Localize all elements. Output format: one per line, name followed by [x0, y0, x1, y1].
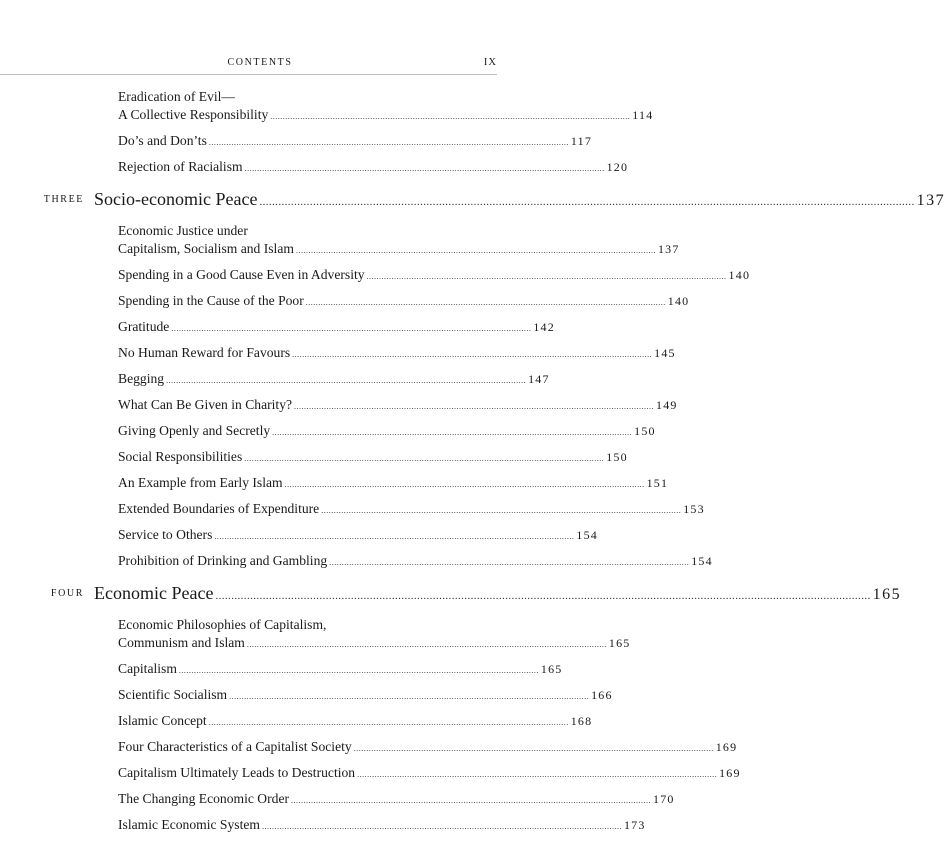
dot-leader: ................................................................................................................................................ [208, 138, 569, 147]
toc-entry-page: 145 [654, 346, 676, 360]
toc-entry-title: Communism and Islam [118, 635, 245, 650]
dot-leader: ................................................................................................................................................ [229, 692, 590, 701]
toc-entry-title: Begging [118, 371, 165, 386]
toc-entry-title: Capitalism [118, 661, 177, 676]
toc-entry [118, 318, 555, 338]
toc-chapter [0, 580, 902, 610]
toc-entry-page: 165 [540, 662, 563, 676]
chapter-number: FOUR [50, 588, 84, 599]
toc-entry-page: 114 [632, 108, 654, 122]
toc-entry [118, 292, 690, 312]
dot-leader: ................................................................................................................................................ [244, 164, 605, 173]
dot-leader: ................................................................................................................................................ [291, 796, 652, 805]
toc-entry-title: Islamic Economic System [118, 817, 260, 832]
toc-entry-page: 169 [715, 740, 738, 754]
toc-entry-title: Four Characteristics of a Capitalist Society [118, 739, 352, 754]
toc-entry-page: 154 [576, 528, 598, 542]
dot-leader: ................................................................................................................................................ [353, 744, 714, 753]
header-rule [0, 74, 497, 75]
toc-entry-page: 170 [653, 792, 675, 806]
toc-entry-page: 140 [667, 294, 690, 308]
chapter-page: 137 [916, 192, 945, 209]
dot-leader: ................................................................................................................................................ [214, 532, 575, 541]
toc-entry-title: What Can Be Given in Charity? [118, 397, 293, 412]
toc-entry [118, 552, 713, 572]
toc-entry-title: Scientific Socialism [118, 687, 228, 702]
dot-leader: ................................................................................................................................................ [244, 454, 605, 463]
toc-entry [118, 474, 669, 494]
toc-entry-page: 150 [634, 424, 656, 438]
toc-entry-pre: Eradication of Evil— [118, 89, 236, 104]
dot-leader: ................................................................................................................................................ [329, 558, 690, 567]
toc-entry [118, 738, 738, 758]
toc-entry-page: 165 [608, 636, 631, 650]
toc-entry [118, 396, 678, 416]
dot-leader: ................................................................................................................................................ [366, 272, 727, 281]
dot-leader: ................................................................................................................................................ [261, 822, 622, 831]
toc-entry-title: Capitalism Ultimately Leads to Destruction [118, 765, 356, 780]
running-head-title: CONTENTS [227, 57, 293, 68]
dot-leader: ................................................................................................................................................ [171, 324, 532, 333]
toc-entry-page: 150 [606, 450, 628, 464]
chapter-title: Socio-economic Peace [94, 189, 258, 209]
toc-entry-page: 140 [728, 268, 751, 282]
toc-entry-title: Gratitude [118, 319, 170, 334]
toc-entry-title: Giving Openly and Secretly [118, 423, 271, 438]
toc-entry [118, 370, 550, 390]
toc-entry-page: 142 [533, 320, 555, 334]
toc-entry-page: 168 [570, 714, 593, 728]
dot-leader: ................................................................................................................................................ [295, 246, 656, 255]
dot-leader: ................................................................................................................................................ [305, 298, 666, 307]
toc-entry [118, 790, 675, 810]
dot-leader: ................................................................................................................................................ [246, 640, 607, 649]
toc-entry-page: 169 [719, 766, 741, 780]
toc-entry-title: Spending in the Cause of the Poor [118, 293, 304, 308]
toc-entry [118, 686, 613, 706]
dot-leader: ................................................................................................................................................ [270, 112, 631, 121]
toc-entry-page: 154 [691, 554, 713, 568]
toc-entry-title: An Example from Early Islam [118, 475, 283, 490]
toc-entry-page: 147 [528, 372, 550, 386]
toc-entry [118, 816, 646, 836]
toc-entry-page: 173 [623, 818, 646, 832]
chapter-number: THREE [43, 194, 84, 205]
toc-entry-page: 153 [683, 502, 705, 516]
toc-entry [118, 88, 654, 126]
toc-entry [118, 660, 563, 680]
toc-entry-title: Do’s and Don’ts [118, 133, 207, 148]
dot-leader: ................................................................................................................................................................................................................ [215, 590, 871, 602]
toc-entry-page: 120 [606, 160, 629, 174]
dot-leader: ................................................................................................................................................ [292, 350, 653, 359]
dot-leader: ................................................................................................................................................ [178, 666, 539, 675]
toc-entry-title: Rejection of Racialism [118, 159, 243, 174]
dot-leader: ................................................................................................................................................ [284, 480, 645, 489]
toc-entry [118, 344, 676, 364]
toc-entry [118, 266, 751, 286]
toc-entry-title: A Collective Responsibility [118, 107, 269, 122]
toc-entry-page: 117 [570, 134, 593, 148]
toc-entry-page: 137 [657, 242, 680, 256]
toc-entry-page: 166 [591, 688, 613, 702]
toc-entry-page: 151 [646, 476, 669, 490]
toc-entry [118, 158, 629, 178]
toc-entry-title: Islamic Concept [118, 713, 207, 728]
toc-entry-pre: Economic Philosophies of Capitalism, [118, 617, 327, 632]
toc-entry [118, 132, 593, 152]
toc-entry-title: Social Responsibilities [118, 449, 243, 464]
toc-chapter [0, 186, 945, 216]
toc-entry [118, 764, 741, 784]
page-number: IX [483, 57, 497, 68]
toc-entry [118, 222, 680, 260]
dot-leader: ................................................................................................................................................ [208, 718, 569, 727]
dot-leader: ................................................................................................................................................ [272, 428, 633, 437]
toc-entry-page: 149 [656, 398, 678, 412]
toc-entry [118, 526, 598, 546]
dot-leader: ................................................................................................................................................................................................................ [259, 196, 915, 208]
toc-entry-title: Service to Others [118, 527, 213, 542]
running-header [0, 55, 544, 73]
dot-leader: ................................................................................................................................................ [357, 770, 718, 779]
toc-entry [118, 712, 593, 732]
chapter-page: 165 [872, 586, 902, 603]
toc-entry-title: Prohibition of Drinking and Gambling [118, 553, 328, 568]
toc-entry-title: The Changing Economic Order [118, 791, 290, 806]
toc-entry [118, 616, 631, 654]
dot-leader: ................................................................................................................................................ [294, 402, 655, 411]
toc-entry-title: Extended Boundaries of Expenditure [118, 501, 320, 516]
chapter-title: Economic Peace [94, 583, 214, 603]
toc-entry [118, 448, 628, 468]
toc-entry [118, 422, 656, 442]
dot-leader: ................................................................................................................................................ [321, 506, 682, 515]
toc-entry [118, 500, 705, 520]
toc-entry-title: Capitalism, Socialism and Islam [118, 241, 294, 256]
dot-leader: ................................................................................................................................................ [166, 376, 527, 385]
toc-entry-title: Spending in a Good Cause Even in Adversity [118, 267, 365, 282]
toc-entry-title: No Human Reward for Favours [118, 345, 291, 360]
toc-entry-pre: Economic Justice under [118, 223, 248, 238]
table-of-contents [0, 88, 945, 842]
